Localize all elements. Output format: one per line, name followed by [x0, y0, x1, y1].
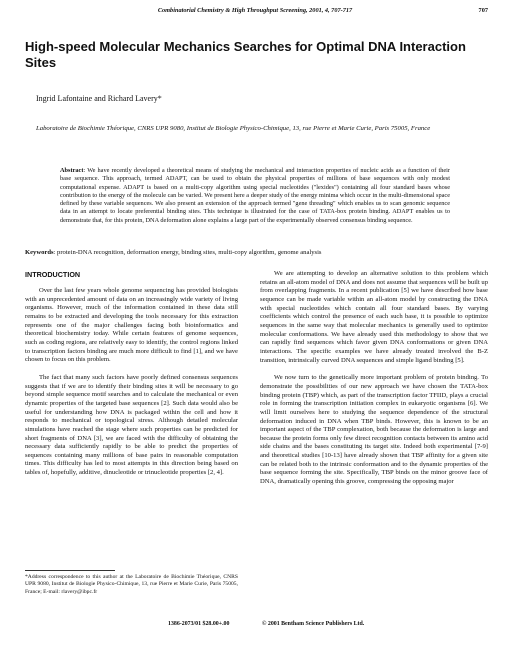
page-number: 707	[478, 7, 488, 14]
footnote-divider	[25, 570, 115, 571]
paragraph: We now turn to the genetically more important problem of protein binding. To demonstrate the possibilities of our new approach we have chosen the TATA-box binding protein (TBP) which, as part of the transcription factor TFIID, plays a crucial role in forming the transcription initiation complex in eukaryotic organisms [6]. We will limit ourselves here to studying the sequence dependence of the structural deformation induced in DNA when TBP binds. However, this is known to be an important aspect of the TBP complexation, both because the deformation is large and because the protein forms only few direct recognition contacts between its amino acid side chains and the bases constituting its target site. Indeed both experimental [7-9] and theoretical studies [10-13] have already shown that TBP affinity for a given site can be related both to the intrinsic conformation and to the dynamic properties of the base sequence forming the site. Specifically, TBP binds on the minor groove face of DNA, dramatically opening this groove, compressing the opposing major	[260, 374, 488, 486]
keywords-label: Keywords	[25, 249, 54, 256]
correspondence-footnote: *Address correspondence to this author at the Laboratoire de Biochimie Théorique, CNRS UPR 9080, Institut de Biologie Physico-Chimique, 13, rue Pierre et Marie Curie, Paris 75005, France; E-mail: rlavery@ibpc.fr	[25, 574, 238, 595]
section-heading-introduction: INTRODUCTION	[25, 270, 81, 279]
running-header	[22, 7, 488, 19]
page-footer	[0, 621, 510, 633]
keywords-text: : protein-DNA recognition, deformation energy, binding sites, multi-copy algorithm, genome analysis	[53, 249, 322, 256]
abstract-text: : We have recently developed a theoretical means of studying the mechanical and interaction properties of nucleic acids as a function of their base sequence. This approach, termed ADAPT, can be used to obtain the physical properties of millions of base sequences with only modest computational expense. ADAPT is based on a multi-copy algorithm using special nucleotides ("lexides") containing all four standard bases whose contribution to the energy of the molecule can be varied. We present here a deeper study of the energy minima which occur in the multi-dimensional space defined by these variable sequences. We also present an extension of the approach termed "gene threading" which enables us to scan genomic sequence data in an attempt to locate preferential binding sites. This technique is illustrated for the case of TATA-box protein binding. ADAPT enables us to demonstrate that, for this protein, DNA deformation alone explains a large part of the experimentally observed consensus binding sequence.	[60, 167, 450, 224]
paragraph: The fact that many such factors have poorly defined consensus sequences suggests that if we are to identify their binding sites it will be necessary to go beyond simple sequence motif searches and to calculate the mechanical or even dynamic properties of the targeted base sequences [2]. Such data would also be useful for understanding how DNA is packaged within the cell and how it responds to mechanical or topological stress. Although detailed molecular simulations have reached the stage where such properties can be predicted for short fragments of DNA [3], we are faced with the difficulty of obtaining the necessary data sufficiently rapidly to be able to predict the properties of sequences containing many millions of base pairs in reasonable computation times. This difficulty has led to most attempts in this direction being based on tables of, hopefully, additive, dinucleotide or trinucleotide properties [2, 4].	[25, 373, 238, 477]
right-column	[260, 270, 488, 496]
author-affiliation: Laboratoire de Biochimie Théorique, CNRS UPR 9080, Institut de Biologie Physico-Chimique, 13, rue Pierre et Marie Curie, Paris 75005, France	[36, 125, 431, 132]
paper-title: High-speed Molecular Mechanics Searches for Optimal DNA Interaction Sites	[25, 39, 466, 70]
left-column	[25, 270, 238, 487]
paragraph: We are attempting to develop an alternative solution to this problem which retains an all-atom model of DNA and does not assume that sequences will be built up from overlapping fragments. In a recent publication [5] we have described how base sequence can be made variable within an all-atom model by constructing the DNA with special nucleotides which contain all four standard bases. By varying coefficients which control the presence of each such base, it is possible to optimize sequences in the same way that molecular mechanics is generally used to optimize molecular conformations. We have already used this methodology to show that we can rapidly find sequences which favor given DNA conformations or given DNA interactions. The specific examples we have already treated involved the B-Z transition, intrinsically curved DNA sequences and simple ligand binding [5].	[260, 270, 488, 364]
journal-citation: Combinatorial Chemistry & High Throughput Screening, 2001, 4, 707-717	[157, 7, 353, 14]
abstract-label: Abstract	[60, 167, 84, 174]
keywords	[25, 248, 490, 257]
issn-price: 1386-2073/01 $28.00+.00	[168, 621, 230, 627]
paragraph: Over the last few years whole genome sequencing has provided biologists with an unprecedented amount of data on an increasingly wide variety of living organisms. However, much of the information contained in these data still remains to be extracted and developing the tools necessary for this extraction represents one of the major challenges facing both bioinformatics and theoretical biochemistry today. While certain features of genome sequences, such as coding regions, are relatively easy to identify, the control regions linked to transcription factors binding are much more difficult to find [1], and we have chosen to focus on this problem.	[25, 287, 238, 364]
abstract	[60, 167, 450, 225]
publisher-copyright: © 2001 Bentham Science Publishers Ltd.	[262, 621, 365, 627]
author-list: Ingrid Lafontaine and Richard Lavery*	[36, 94, 162, 103]
